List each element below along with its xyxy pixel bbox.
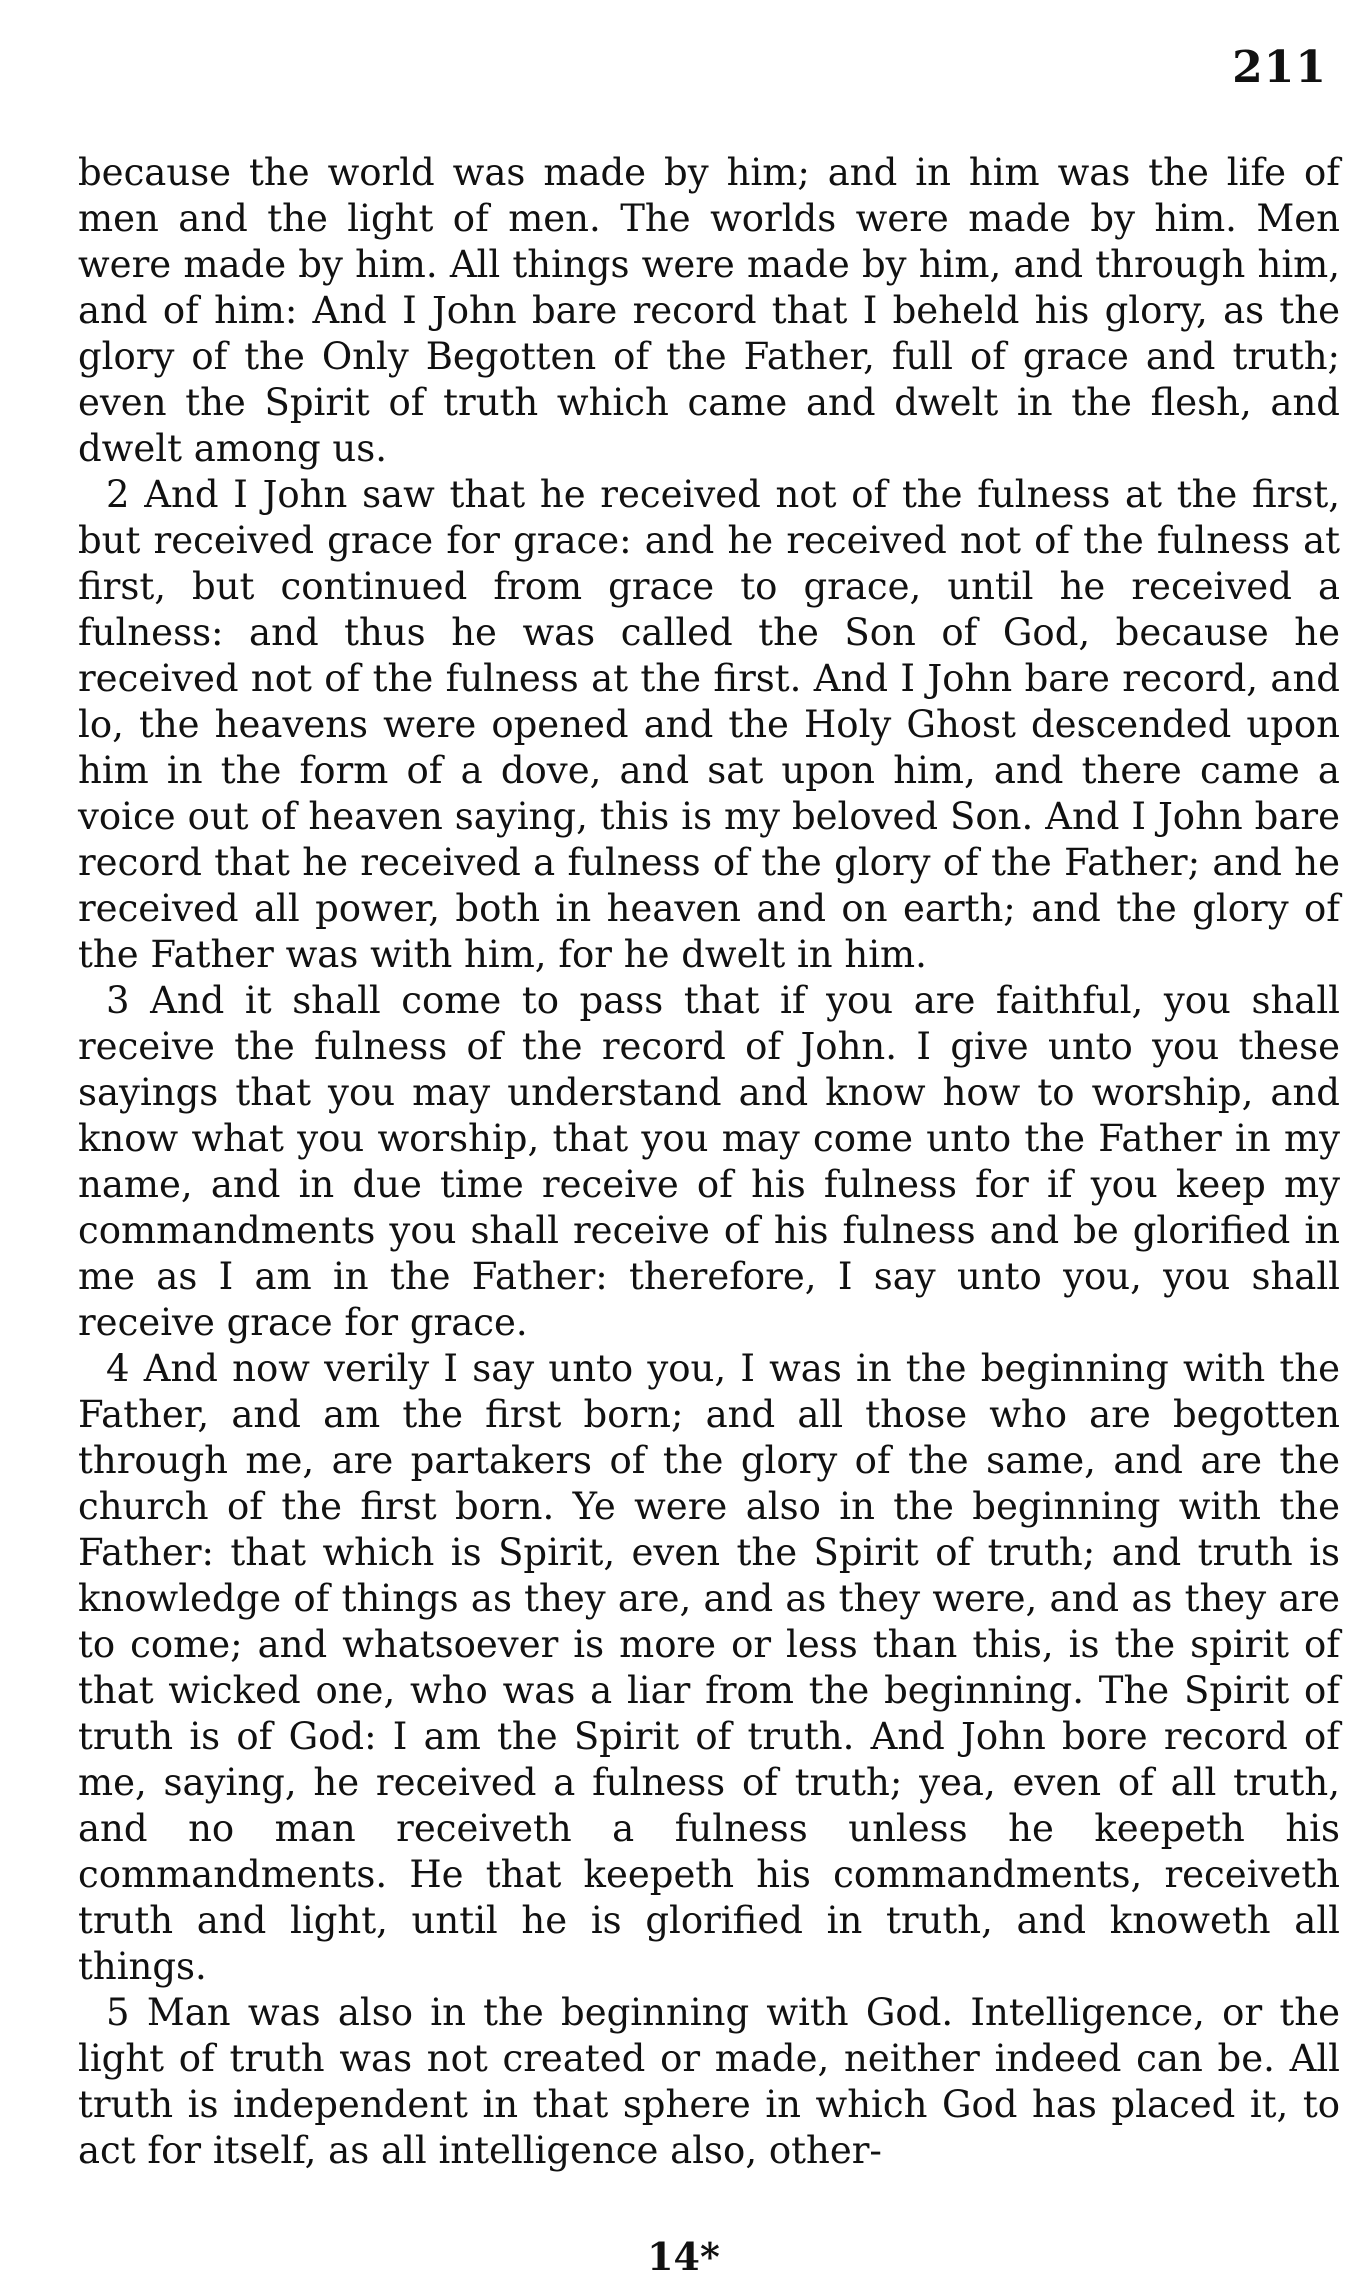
- verse-number: 4: [106, 1347, 130, 1390]
- page-number: 211: [1232, 42, 1327, 93]
- verse-text: And now verily I say unto you, I was in the beginning with the Father, and am the first born; and all those who are begotten through me, are partakers of the glory of the same, and are the church of the first born. Ye were also in the beginning with the Father: that which is Spirit, even the Spirit of truth; and truth is knowledge of things as they are, and as they were, and as they are to come; and whatsoever is more or less than this, is the spirit of that wicked one, who was a liar from the beginning. The Spirit of truth is of God: I am the Spirit of truth. And John bore record of me, saying, he received a fulness of truth; yea, even of all truth, and no man receiveth a fulness unless he keepeth his commandments. He that keepeth his commandments, receiveth truth and light, until he is glorified in truth, and knoweth all things.: [78, 1347, 1340, 1988]
- verse-text: And it shall come to pass that if you are faithful, you shall receive the fulness of the record of John. I give unto you these sayings that you may understand and know how to worship, and know what you worship, that you may come unto the Father in my name, and in due time receive of his fulness for if you keep my commandments you shall receive of his fulness and be glorified in me as I am in the Father: therefore, I say unto you, you shall receive grace for grace.: [78, 979, 1340, 1344]
- verse-3: [78, 978, 1340, 1346]
- verse-text: And I John saw that he received not of the fulness at the first, but received grace for grace: and he received not of the fulness at first, but continued from grace to grace, until he received a fulness: and thus he was called the Son of God, because he received not of the fulness at the first. And I John bare record, and lo, the heavens were opened and the Holy Ghost descended upon him in the form of a dove, and sat upon him, and there came a voice out of heaven saying, this is my beloved Son. And I John bare record that he received a fulness of the glory of the Father; and he received all power, both in heaven and on earth; and the glory of the Father was with him, for he dwelt in him.: [78, 473, 1340, 976]
- body-text: [78, 150, 1340, 2174]
- paragraph-text: because the world was made by him; and in him was the life of men and the light of men. The worlds were made by him. Men were made by him. All things were made by him, and through him, and of him: And I John bare record that I beheld his glory, as the glory of the Only Begotten of the Father, full of grace and truth; even the Spirit of truth which came and dwelt in the flesh, and dwelt among us.: [78, 151, 1340, 470]
- verse-number: 2: [106, 473, 130, 516]
- verse-number: 5: [106, 1991, 130, 2034]
- verse-text: Man was also in the beginning with God. Intelligence, or the light of truth was not created or made, neither indeed can be. All truth is independent in that sphere in which God has placed it, to act for itself, as all intelligence also, other-: [78, 1991, 1340, 2172]
- verse-5: [78, 1990, 1340, 2174]
- verse-4: [78, 1346, 1340, 1990]
- paragraph-continued: [78, 150, 1340, 472]
- verse-2: [78, 472, 1340, 978]
- signature-mark: 14*: [647, 2234, 720, 2279]
- verse-number: 3: [106, 979, 130, 1022]
